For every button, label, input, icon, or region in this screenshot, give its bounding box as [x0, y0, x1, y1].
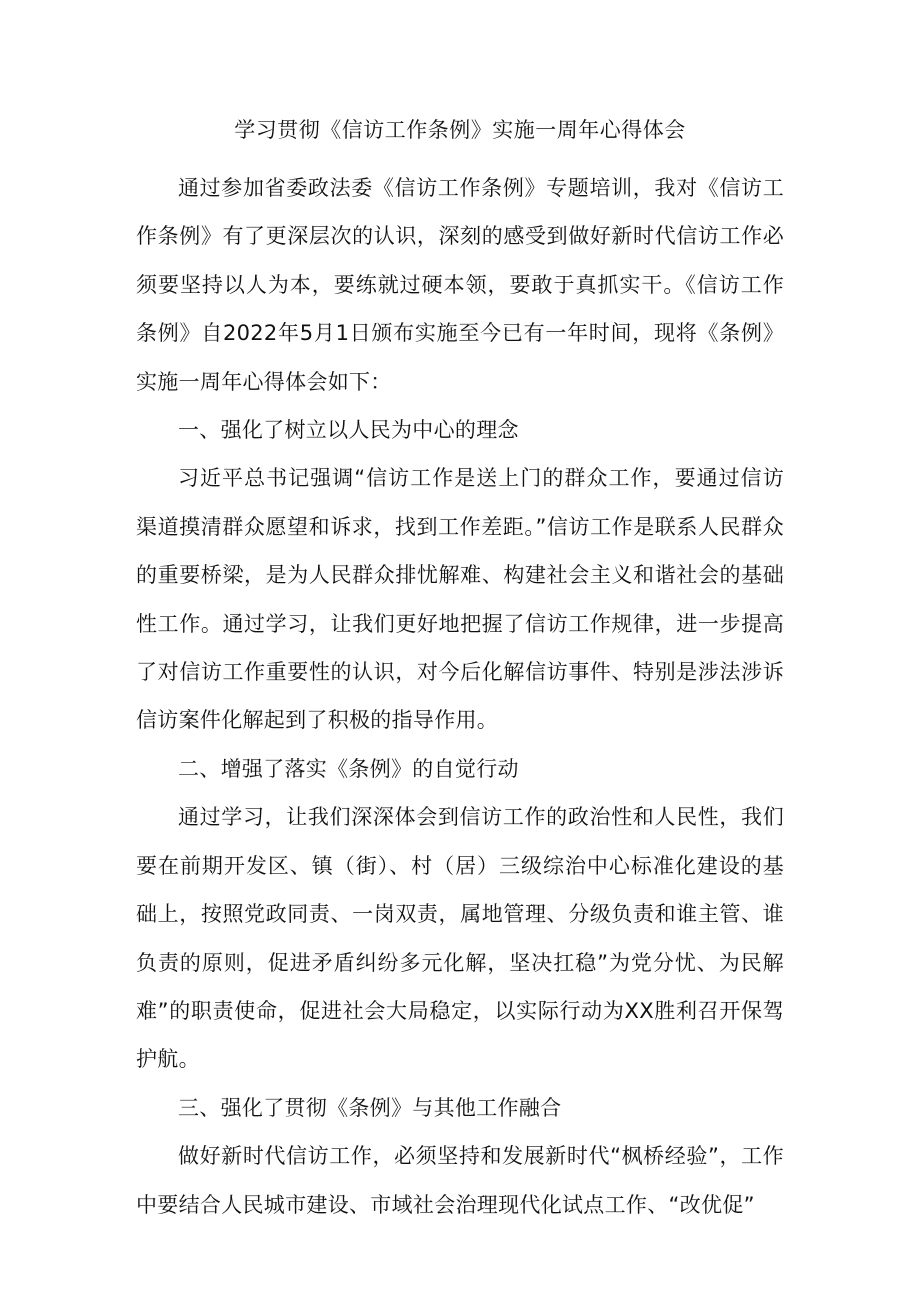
section-heading-2: 二、增强了落实《条例》的自觉行动: [178, 756, 519, 781]
section-body-2: 通过学习，让我们深深体会到信访工作的政治性和人民性，我们要在前期开发区、镇（街）、村（居）三级综治中心标准化建设的基础上，按照党政同责、一岗双责，属地管理、分级负责和谁主管、谁负责的原则，促进矛盾纠纷多元化解，坚决扛稳”为党分忧、为民解难”的职责使命，促进社会大局稳定，以实际行动为XX胜利召开保驾护航。: [136, 805, 784, 1072]
intro-paragraph: 通过参加省委政法委《信访工作条例》专题培训，我对《信访工作条例》有了更深层次的认识，深刻的感受到做好新时代信访工作必须要坚持以人为本，要练就过硬本领，要敢于真抓实干。《信访工作条例》自2022年5月1日颁布实施至今已有一年时间，现将《条例》实施一周年心得体会如下：: [136, 176, 784, 394]
section-heading-3: 三、强化了贯彻《条例》与其他工作融合: [178, 1095, 562, 1120]
section-body-1: 习近平总书记强调“信访工作是送上门的群众工作，要通过信访渠道摸清群众愿望和诉求，找到工作差距。”信访工作是联系人民群众的重要桥梁，是为人民群众排忧解难、构建社会主义和谐社会的基础性工作。通过学习，让我们更好地把握了信访工作规律，进一步提高了对信访工作重要性的认识，对今后化解信访事件、特别是涉法涉诉信访案件化解起到了积极的指导作用。: [136, 466, 784, 733]
document-title: 学习贯彻《信访工作条例》实施一周年心得体会: [234, 118, 686, 142]
section-heading-1: 一、强化了树立以人民为中心的理念: [178, 418, 519, 443]
section-body-3: 做好新时代信访工作，必须坚持和发展新时代“枫桥经验”，工作中要结合人民城市建设、市域社会治理现代化试点工作、“改优促”: [136, 1144, 784, 1217]
